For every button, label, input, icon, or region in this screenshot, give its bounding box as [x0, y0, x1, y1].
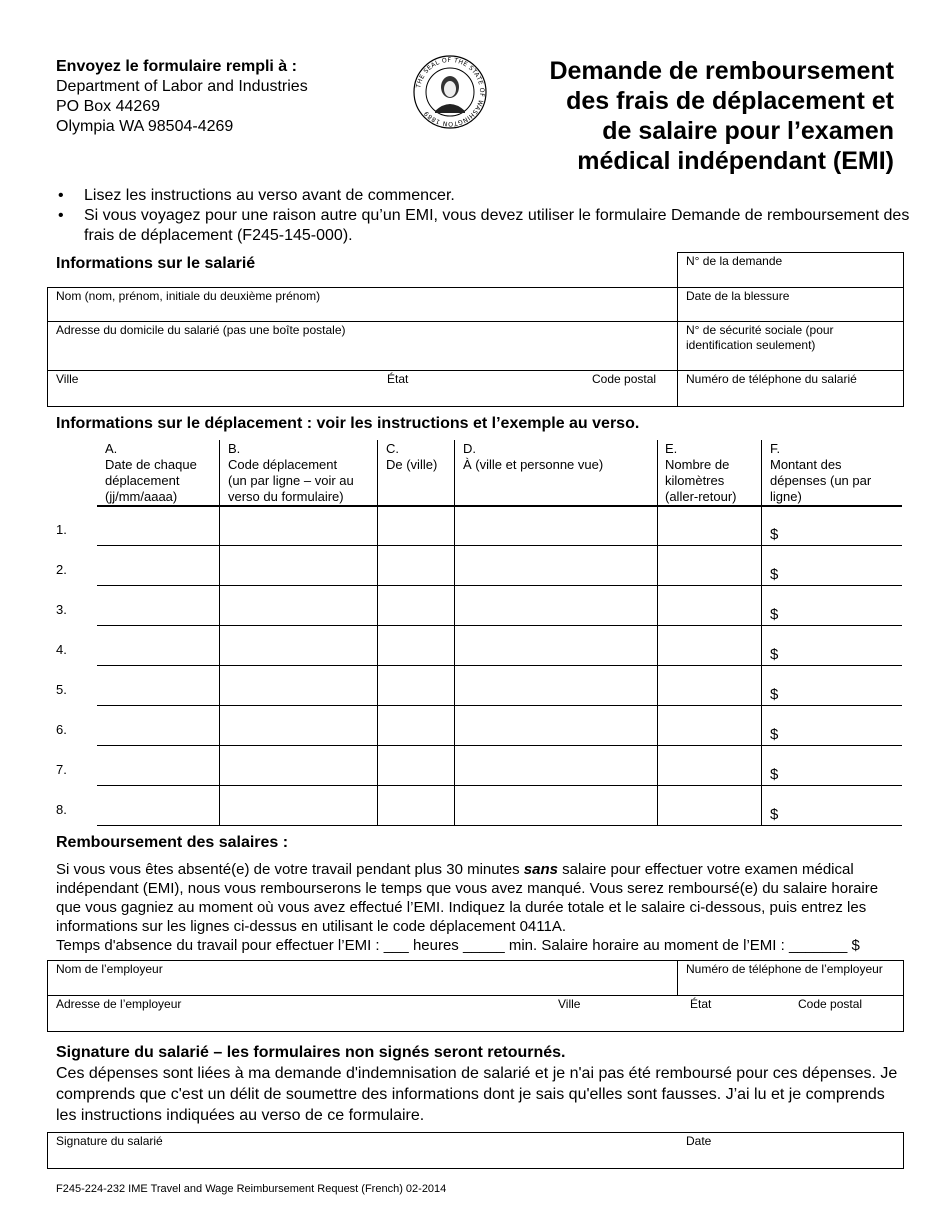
table-row[interactable]: [97, 665, 902, 666]
col-b-header: B. Code déplacement (un par ligne – voir au verso du formulaire): [228, 441, 354, 504]
title-line-4: médical indépendant (EMI): [577, 147, 894, 175]
bullet-item: • Si vous voyagez pour une raison autre qu’un EMI, vous devez utiliser le formulaire Demande de remboursement des frais de déplacement (F245-145-000).: [58, 207, 910, 244]
table-row[interactable]: [97, 585, 902, 586]
form-footer: F245-224-232 IME Travel and Wage Reimbursement Request (French) 02-2014: [56, 1183, 447, 1195]
city-label[interactable]: Ville: [56, 372, 79, 386]
row-number: 7.: [56, 762, 67, 777]
signature-box: [47, 1132, 904, 1169]
signature-statement: Ces dépenses sont liées à ma demande d'indemnisation de salarié et je n'ai pas été remboursé pour ces dépenses. Je comprends que c'est un délit de soumettre des informations dont je sais qu'elles sont fausses. J’ai lu et je comprends les instructions indiquées au verso de ce formulaire.: [56, 1065, 898, 1124]
table-row[interactable]: [97, 545, 902, 546]
col-e-header: E. Nombre de kilomètres (aller-retour): [665, 441, 737, 504]
dollar-sign: $: [770, 766, 779, 783]
table-row[interactable]: [97, 745, 902, 746]
time-away-line[interactable]: Temps d'absence du travail pour effectuer l’EMI : ___ heures _____ min. Salaire horaire au moment de l’EMI : _______ $: [56, 937, 860, 954]
col-c-header: C. De (ville): [386, 441, 438, 472]
address-line-3: Olympia WA 98504-4269: [56, 118, 234, 135]
title-line-2: des frais de déplacement et: [566, 87, 894, 115]
employer-zip-label[interactable]: Code postal: [798, 997, 863, 1011]
employee-signature-label[interactable]: Signature du salarié: [56, 1134, 163, 1148]
employee-info-heading: Informations sur le salarié: [56, 255, 256, 272]
employer-phone-label[interactable]: Numéro de téléphone de l’employeur: [686, 962, 883, 976]
employer-name-label[interactable]: Nom de l’employeur: [56, 962, 163, 976]
row-number: 6.: [56, 722, 67, 737]
row-number: 5.: [56, 682, 67, 697]
send-to-label: Envoyez le formulaire rempli à :: [56, 58, 297, 75]
col-a-header: A. Date de chaque déplacement (jj/mm/aaaa): [105, 441, 197, 504]
state-label[interactable]: État: [387, 372, 409, 386]
employee-name-label[interactable]: Nom (nom, prénom, initiale du deuxième prénom): [56, 289, 321, 303]
instructions-list: [56, 186, 916, 246]
employer-city-label[interactable]: Ville: [558, 997, 581, 1011]
dollar-sign: $: [770, 806, 779, 823]
state-seal-icon: [413, 55, 487, 129]
table-row[interactable]: [97, 785, 902, 786]
ssn-label[interactable]: N° de sécurité sociale (pour identification seulement): [686, 323, 834, 352]
dollar-sign: $: [770, 646, 779, 663]
row-number: 3.: [56, 602, 67, 617]
title-line-3: de salaire pour l’examen: [602, 117, 894, 145]
dollar-sign: $: [770, 726, 779, 743]
dollar-sign: $: [770, 606, 779, 623]
employer-address-label[interactable]: Adresse de l’employeur: [56, 997, 182, 1011]
employee-address-label[interactable]: Adresse du domicile du salarié (pas une boîte postale): [56, 323, 346, 337]
signature-heading: Signature du salarié – les formulaires non signés seront retournés.: [56, 1044, 566, 1061]
row-number: 1.: [56, 522, 67, 537]
bullet-icon: •: [58, 187, 64, 204]
bullet-icon: •: [58, 207, 64, 224]
col-d-header: D. À (ville et personne vue): [463, 441, 604, 472]
signature-date-label[interactable]: Date: [686, 1134, 712, 1148]
table-row[interactable]: [97, 625, 902, 626]
dollar-sign: $: [770, 566, 779, 583]
table-row[interactable]: [97, 825, 902, 826]
injury-date-label[interactable]: Date de la blessure: [686, 289, 790, 303]
bullet-item: • Lisez les instructions au verso avant de commencer.: [58, 187, 455, 204]
employee-phone-label[interactable]: Numéro de téléphone du salarié: [686, 372, 857, 386]
dollar-sign: $: [770, 686, 779, 703]
row-number: 8.: [56, 802, 67, 817]
row-number: 2.: [56, 562, 67, 577]
travel-info-heading: Informations sur le déplacement : voir les instructions et l’exemple au verso.: [56, 415, 640, 432]
mailing-address: [56, 57, 308, 137]
col-f-header: F. Montant des dépenses (un par ligne): [770, 441, 872, 504]
wages-heading: Remboursement des salaires :: [56, 834, 289, 851]
claim-number-label: N° de la demande: [686, 254, 783, 268]
wages-paragraph: Si vous vous êtes absenté(e) de votre travail pendant plus 30 minutes sans salaire pour effectuer votre examen médical indépendant (EMI), nous vous rembourserons le temps que vous avez manqué. Vous serez remboursé(e) du salaire horaire que vous gagniez au moment où vous avez effectué l’EMI. Indiquez la durée totale et le salaire ci-dessous, puis entrez les informations sur les lignes ci-dessus en utilisant le code déplacement 0411A.: [56, 861, 879, 935]
employer-state-label[interactable]: État: [690, 997, 712, 1011]
dollar-sign: $: [770, 526, 779, 543]
address-line-2: PO Box 44269: [56, 98, 161, 115]
form-title: [504, 56, 894, 176]
table-row[interactable]: [97, 705, 902, 706]
title-line-1: Demande de remboursement: [549, 57, 894, 85]
row-number: 4.: [56, 642, 67, 657]
address-line-1: Department of Labor and Industries: [56, 78, 308, 95]
seal-text: THE SEAL OF THE STATE OF WASHINGTON 1889: [415, 56, 486, 128]
zip-label[interactable]: Code postal: [592, 372, 657, 386]
